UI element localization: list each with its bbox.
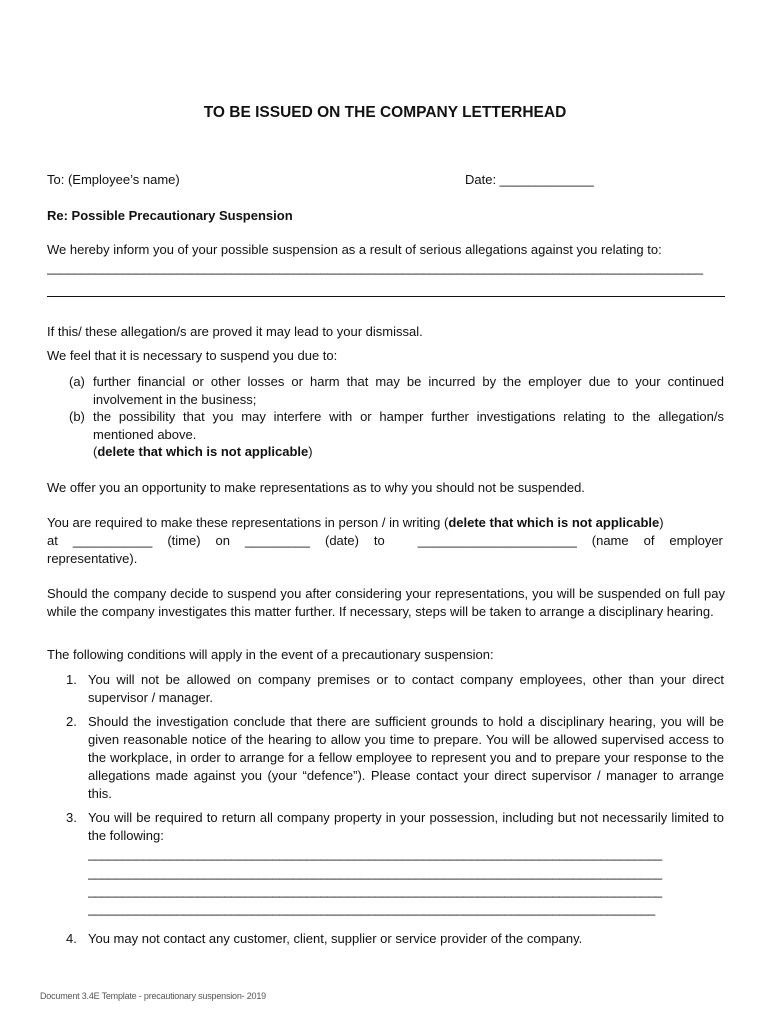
allegation-blank-line: ________________________________________________________________________________________________ — [47, 260, 703, 275]
date-line: Date: _____________ — [465, 172, 594, 187]
condition-number: 1. — [66, 672, 77, 687]
condition-number: 3. — [66, 810, 77, 825]
reason-label: (b) — [69, 409, 85, 424]
conditions-intro: The following conditions will apply in the event of a precautionary suspension: — [47, 647, 494, 662]
property-blank-line: ____________________________________________________________________________________ — [88, 865, 662, 880]
document-title: TO BE ISSUED ON THE COMPANY LETTERHEAD — [203, 104, 567, 121]
property-blank-line: ___________________________________________________________________________________ — [88, 901, 655, 916]
condition-text: You may not contact any customer, client, supplier or service provider of the company. — [88, 931, 583, 946]
delete-note: (delete that which is not applicable) — [93, 444, 313, 459]
condition-text: Should the investigation conclude that there are sufficient grounds to hold a disciplinary hearing, you will be given reasonable notice of the hearing to allow you time to prepare. You will be allowed supervised access to the workplace, in order to arrange for a fellow employee to represent you and to prepare your response to the allegations made against you (your “defence”). Please contact your direct supervisor / manager to arrange this. — [88, 714, 724, 801]
dismissal-statement: If this/ these allegation/s are proved it may lead to your dismissal. — [47, 324, 423, 339]
reason-label: (a) — [69, 374, 85, 389]
allegation-rule — [47, 296, 725, 297]
condition-item — [66, 713, 724, 803]
suspend-due-intro: We feel that it is necessary to suspend you due to: — [47, 348, 338, 363]
reason-item — [69, 373, 724, 409]
representation-paragraph: You are required to make these representations in person / in writing (delete that which is not applicable) — [47, 515, 664, 530]
attendance-details-line: at ___________ (time) on _________ (date) to ______________________ (name of employer — [47, 533, 723, 548]
condition-item — [66, 809, 724, 845]
reason-text: further financial or other losses or harm that may be incurred by the employer due to your continued involvement in the business; — [93, 374, 724, 407]
property-blank-line: ____________________________________________________________________________________ — [88, 846, 662, 861]
condition-number: 4. — [66, 931, 77, 946]
condition-item — [66, 930, 724, 948]
reason-text: the possibility that you may interfere with or hamper further investigations relating to the allegation/s mentioned above. — [93, 409, 724, 442]
intro-paragraph: We hereby inform you of your possible suspension as a result of serious allegations against you relating to: — [47, 242, 662, 257]
condition-text: You will not be allowed on company premises or to contact company employees, other than your direct supervisor / manager. — [88, 672, 724, 705]
representative-line: representative). — [47, 551, 138, 566]
document-footer: Document 3.4E Template - precautionary suspension- 2019 — [40, 991, 266, 1001]
offer-paragraph: We offer you an opportunity to make representations as to why you should not be suspended. — [47, 480, 585, 495]
subject-line: Re: Possible Precautionary Suspension — [47, 208, 293, 223]
condition-item — [66, 671, 724, 707]
suspension-pay-paragraph: Should the company decide to suspend you after considering your representations, you will be suspended on full pay while the company investigates this matter further. If necessary, steps will be taken to arrange a disciplinary hearing. — [47, 586, 725, 619]
property-blank-line: ____________________________________________________________________________________ — [88, 883, 662, 898]
reason-item — [69, 408, 724, 444]
condition-number: 2. — [66, 714, 77, 729]
condition-text: You will be required to return all company property in your possession, including but not necessarily limited to the following: — [88, 810, 724, 843]
to-employee-line: To: (Employee’s name) — [47, 172, 180, 187]
